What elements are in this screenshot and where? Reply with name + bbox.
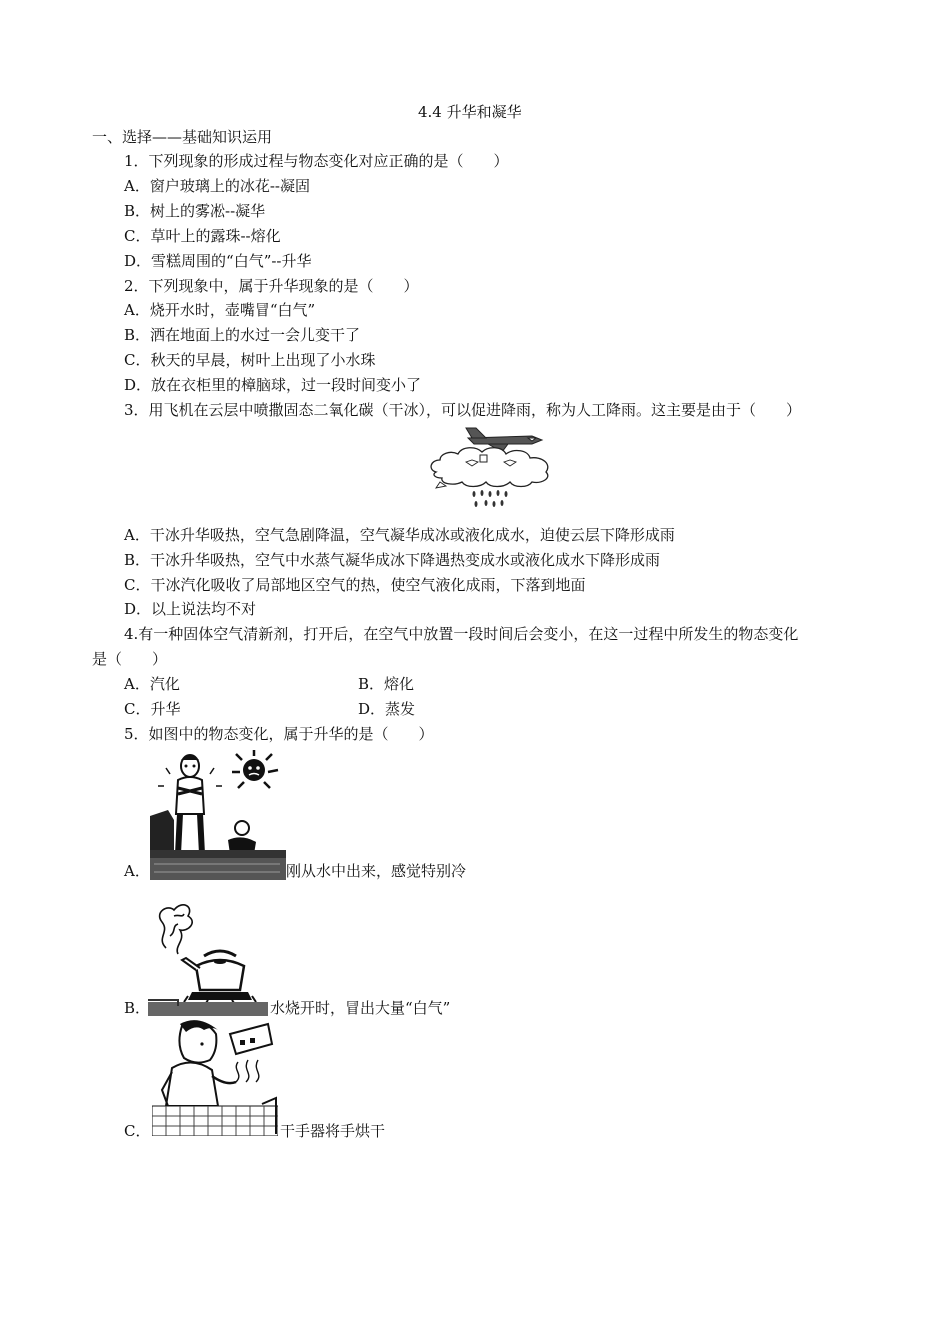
q5-option-a-text: 刚从水中出来，感觉特别冷 (286, 862, 467, 880)
airplane-cloud-rain-illustration (428, 424, 556, 512)
q5-option-a-label: A． (124, 862, 150, 880)
dark-sun-icon (232, 750, 278, 788)
q2-stem: 2．下列现象中，属于升华现象的是（ ） (124, 277, 419, 295)
q3-option-b: B．干冰升华吸热，空气中水蒸气凝华成冰下降遇热变成水或液化成水下降形成雨 (124, 551, 661, 569)
q4-option-c: C．升华 (124, 700, 181, 718)
q4-option-b: B．熔化 (358, 675, 415, 693)
q3-option-c: C．干冰汽化吸收了局部地区空气的热，使空气液化成雨，下落到地面 (124, 576, 586, 594)
q4-option-d: D．蒸发 (358, 700, 416, 718)
q4-stem-line2: 是（ ） (92, 650, 168, 668)
q2-option-a: A．烧开水时，壶嘴冒“白气” (124, 301, 316, 319)
q2-option-b: B．洒在地面上的水过一会儿变干了 (124, 326, 361, 344)
hand-dryer-illustration (152, 1020, 278, 1136)
q4-stem-line1: 4.有一种固体空气清新剂，打开后，在空气中放置一段时间后会变小，在这一过程中所发生的物态变化 (124, 625, 799, 643)
q1-stem: 1．下列现象的形成过程与物态变化对应正确的是（ ） (124, 152, 509, 170)
q3-stem: 3．用飞机在云层中喷撒固态二氧化碳（干冰），可以促进降雨，称为人工降雨。这主要是由于（ ） (124, 401, 802, 419)
q5-option-b-text: 水烧开时，冒出大量“白气” (270, 999, 451, 1017)
q5-option-c-label: C． (124, 1122, 151, 1140)
q1-option-c: C．草叶上的露珠--熔化 (124, 227, 281, 245)
q3-option-d: D．以上说法均不对 (124, 600, 257, 618)
cloud-icon (431, 448, 548, 488)
q5-stem: 5．如图中的物态变化，属于升华的是（ ） (124, 725, 434, 743)
section-heading: 一、选择——基础知识运用 (92, 128, 273, 146)
q3-option-a: A．干冰升华吸热，空气急剧降温，空气凝华成冰或液化成水，迫使云层下降形成雨 (124, 526, 675, 544)
q1-option-b: B．树上的雾凇--凝华 (124, 202, 266, 220)
swimmer-shivering-illustration (150, 750, 286, 880)
q4-option-a: A．汽化 (124, 675, 180, 693)
q1-option-d: D．雪糕周围的“白气”--升华 (124, 252, 312, 270)
q2-option-c: C．秋天的早晨，树叶上出现了小水珠 (124, 351, 376, 369)
boiling-kettle-illustration (148, 896, 268, 1016)
q1-option-a: A．窗户玻璃上的冰花--凝固 (124, 177, 310, 195)
pool-edge (150, 850, 286, 880)
q2-option-d: D．放在衣柜里的樟脑球，过一段时间变小了 (124, 376, 422, 394)
second-person-in-water (228, 821, 256, 854)
q5-option-b-label: B． (124, 999, 151, 1017)
q5-option-c-text: 干手器将手烘干 (280, 1122, 386, 1140)
page-title: 4.4 升华和凝华 (418, 103, 522, 121)
raindrops-icon (473, 490, 508, 507)
